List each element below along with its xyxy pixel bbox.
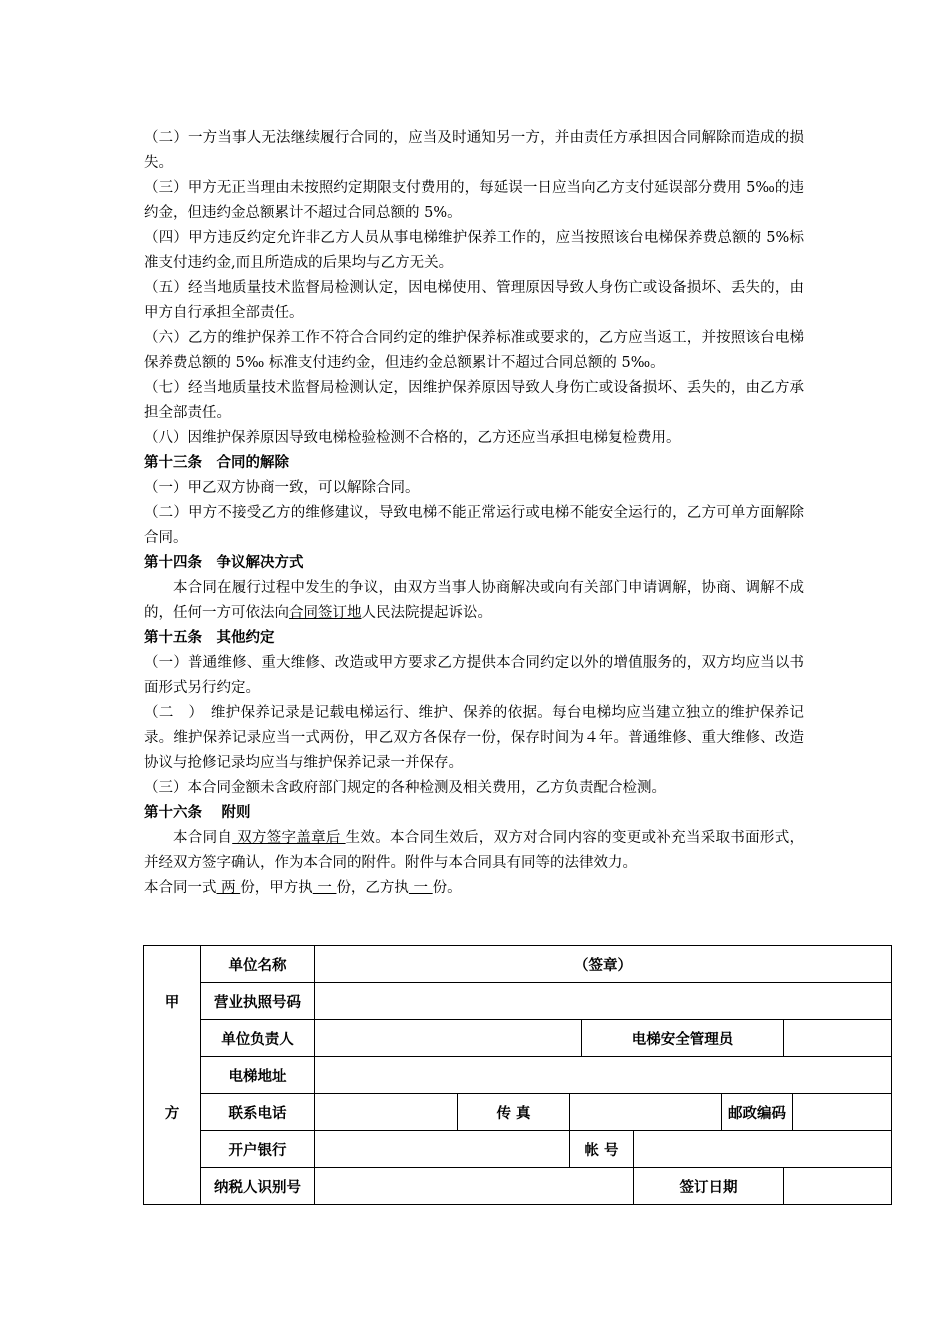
article-15-title: 第十五条 其他约定: [144, 630, 275, 646]
party-a-side-cell: [144, 1057, 201, 1094]
license-field[interactable]: [315, 983, 892, 1020]
phone-field[interactable]: [315, 1094, 458, 1131]
clause-13-2: （二）甲方不接受乙方的维修建议，导致电梯不能正常运行或电梯不能安全运行的，乙方可单方面解除合同。: [144, 505, 804, 546]
total-copies: 两: [216, 880, 241, 896]
clause-12-7: （七）经当地质量技术监督局检测认定，因维护保养原因导致人身伤亡或设备损坏、丢失的，由乙方承担全部责任。: [144, 380, 804, 421]
article-13-title: 第十三条 合同的解除: [144, 455, 289, 471]
fax-field[interactable]: [570, 1094, 722, 1131]
party-b-copies: 一: [408, 880, 433, 896]
bank-field[interactable]: [315, 1131, 570, 1168]
contract-page: [144, 126, 804, 901]
clause-15-1: （一）普通维修、重大维修、改造或甲方要求乙方提供本合同约定以外的增值服务的，双方均应当以书面形式另行约定。: [144, 655, 804, 696]
safety-manager-field[interactable]: [784, 1020, 892, 1057]
party-a-side-cell: [144, 1020, 201, 1057]
article-14-text: 本合同在履行过程中发生的争议，由双方当事人协商解决或向有关部门申请调解，协商、调解不成的，任何一方可依法向合同签订地人民法院提起诉讼。: [144, 580, 804, 621]
phone-label: 联系电话: [201, 1094, 315, 1131]
clause-12-6: （六）乙方的维护保养工作不符合合同约定的维护保养标准或要求的，乙方应当返工，并按照该台电梯保养费总额的 5‰ 标准支付违约金，但违约金总额累计不超过合同总额的 5‰。: [144, 330, 804, 371]
article-16-copies: 本合同一式 两 份，甲方执 一 份，乙方执 一 份。: [144, 880, 462, 896]
clause-12-5: （五）经当地质量技术监督局检测认定，因电梯使用、管理原因导致人身伤亡或设备损坏、丢失的，由甲方自行承担全部责任。: [144, 280, 804, 321]
clause-13-1: （一）甲乙双方协商一致，可以解除合同。: [144, 480, 420, 496]
party-a-side-cell: [144, 946, 201, 983]
account-label: 帐 号: [570, 1131, 634, 1168]
clause-12-2: （二）一方当事人无法继续履行合同的，应当及时通知另一方，并由责任方承担因合同解除而造成的损失。: [144, 130, 804, 171]
tax-id-label: 纳税人识别号: [201, 1168, 315, 1205]
address-label: 电梯地址: [201, 1057, 315, 1094]
sign-date-field[interactable]: [784, 1168, 892, 1205]
clause-12-8: （八）因维护保养原因导致电梯检验检测不合格的，乙方还应当承担电梯复检费用。: [144, 430, 681, 446]
court-location: 合同签订地: [289, 605, 362, 621]
postcode-label: 邮政编码: [722, 1094, 793, 1131]
leader-field[interactable]: [315, 1020, 582, 1057]
article-14-title: 第十四条 争议解决方式: [144, 555, 304, 571]
license-label: 营业执照号码: [201, 983, 315, 1020]
sign-date-label: 签订日期: [634, 1168, 784, 1205]
clause-15-3: （三）本合同金额未含政府部门规定的各种检测及相关费用，乙方负责配合检测。: [144, 780, 666, 796]
effective-condition: 双方签字盖章后: [232, 830, 346, 846]
clause-12-4: （四）甲方违反约定允许非乙方人员从事电梯维护保养工作的，应当按照该台电梯保养费总额的 5%标准支付违约金,而且所造成的后果均与乙方无关。: [144, 230, 804, 271]
safety-manager-label: 电梯安全管理员: [582, 1020, 784, 1057]
seal-field[interactable]: （签章）: [315, 946, 892, 983]
unit-name-label: 单位名称: [201, 946, 315, 983]
party-a-side-cell: [144, 1131, 201, 1168]
tax-id-field[interactable]: [315, 1168, 634, 1205]
party-a-side-cell: [144, 1168, 201, 1205]
party-a-side-label-2: 方: [144, 1094, 201, 1131]
party-a-side-label: 甲: [144, 983, 201, 1020]
clause-15-2: （二 ） 维护保养记录是记载电梯运行、维护、保养的依据。每台电梯均应当建立独立的维护保养记录。维护保养记录应当一式两份，甲乙双方各保存一份，保存时间为４年。普通维修、重大维修、改造协议与抢修记录均应当与维护保养记录一并保存。: [144, 705, 804, 771]
article-16-title: 第十六条 附则: [144, 805, 251, 821]
party-a-copies: 一: [312, 880, 337, 896]
fax-label: 传 真: [458, 1094, 570, 1131]
signature-table: [143, 945, 892, 1205]
address-field[interactable]: [315, 1057, 892, 1094]
clause-12-3: （三）甲方无正当理由未按照约定期限支付费用的，每延误一日应当向乙方支付延误部分费用 5‰的违约金，但违约金总额累计不超过合同总额的 5%。: [144, 180, 804, 221]
leader-label: 单位负责人: [201, 1020, 315, 1057]
account-field[interactable]: [634, 1131, 892, 1168]
bank-label: 开户银行: [201, 1131, 315, 1168]
article-16-effect: 本合同自 双方签字盖章后 生效。本合同生效后，双方对合同内容的变更或补充当采取书面形式，并经双方签字确认，作为本合同的附件。附件与本合同具有同等的法律效力。: [144, 830, 805, 871]
postcode-field[interactable]: [793, 1094, 892, 1131]
